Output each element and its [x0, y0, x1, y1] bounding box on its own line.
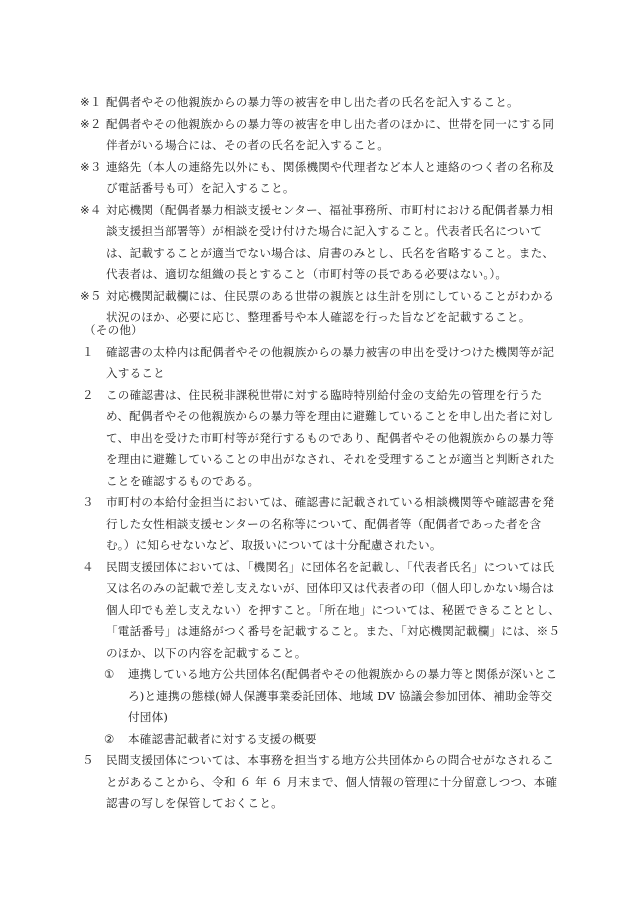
item-number: ５: [82, 753, 94, 767]
sub-item-mark: ①: [104, 667, 115, 681]
numbered-item: [82, 385, 562, 493]
numbered-item: [82, 492, 562, 557]
note-item: [82, 157, 562, 200]
sub-item: [82, 664, 562, 729]
note-text: 連絡先（本人の連絡先以外にも、関係機関や代理者など本人と連絡のつく者の名称及び電話番号も可）を記入すること。: [106, 159, 555, 195]
note-mark: ※１: [80, 95, 102, 109]
note-text: 配偶者やその他親族からの暴力等の被害を申し出た者のほかに、世帯を同一にする同伴者がいる場合には、その者の氏名を記入すること。: [106, 116, 555, 152]
note-mark: ※２: [80, 116, 102, 131]
item-number: ４: [82, 559, 94, 574]
note-text: 対応機関（配偶者暴力相談支援センター、福祉事務所、市町村における配偶者暴力相談支援担当部署等）が相談を受け付けた場合に記入すること。代表者氏名については、記載することが適当でない場合は、肩書のみとし、氏名を省略すること。また、代表者は、適切な組織の長とすること（市町村等の長である必要はない。）。: [106, 202, 555, 281]
note-item: [82, 92, 562, 114]
note-mark: ※３: [80, 159, 102, 174]
item-text: 確認書の太枠内は配偶者やその他親族からの暴力被害の申出を受けつけた機関等が記入すること: [106, 344, 555, 380]
item-text: この確認書は、住民税非課税世帯に対する臨時特別給付金の支給先の管理を行うため、配偶者やその他親族からの暴力等を理由に避難していることを申し出た者に対して、申出を受けた市町村等が発行するものであり、配偶者やその他親族からの暴力等を理由に避難していることの申出がなされ、それを受理することが適当と判断されたことを確認するものである。: [106, 387, 555, 488]
item-number: １: [82, 344, 94, 359]
sub-item: [82, 729, 562, 751]
note-item: [82, 114, 562, 157]
note-text: 対応機関記載欄には、住民票のある世帯の親族とは生計を別にしていることがわかる状況のほか、必要に応じ、整理番号や本人確認を行った旨などを記載すること。: [106, 288, 555, 324]
other-heading: （その他）: [84, 323, 143, 337]
note-mark: ※４: [80, 202, 102, 217]
notes-section: [82, 92, 562, 329]
note-mark: ※５: [80, 288, 102, 303]
item-text: 市町村の本給付金担当においては、確認書に記載されている相談機関等や確認書を発行した女性相談支援センターの名称等について、配偶者等（配偶者であった者を含む。）に知らせないなど、取扱いについては十分配慮されたい。: [106, 495, 555, 552]
sub-item-text: 連携している地方公共団体名(配偶者やその他親族からの暴力等と関係が深いところ)と連携の態様(婦人保護事業委託団体、地域 DV 協議会参加団体、補助金等交付団体): [128, 667, 558, 724]
note-text: 配偶者やその他親族からの暴力等の被害を申し出た者の氏名を記入すること。: [106, 95, 519, 109]
numbered-item: [82, 557, 562, 665]
numbered-item: [82, 750, 562, 815]
note-item: [82, 200, 562, 286]
sub-item-text: 本確認書記載者に対する支援の概要: [128, 731, 317, 746]
sub-item-mark: ②: [104, 731, 115, 746]
other-section: [82, 320, 562, 815]
item-number: ２: [82, 387, 94, 402]
item-text: 民間支援団体においては、「機関名」に団体名を記載し、「代表者氏名」については氏又は名のみの記載で差し支えないが、団体印又は代表者の印（個人印しかない場合は個人印でも差し支えない）を押すこと。「所在地」については、秘匿できることとし、「電話番号」は連絡がつく番号を記載すること。また、「対応機関記載欄」には、※５のほか、以下の内容を記載すること。: [106, 559, 561, 660]
item-text: 民間支援団体については、本事務を担当する地方公共団体からの問合せがなされることがあることから、令和 ６ 年 ６ 月末まで、個人情報の管理に十分留意しつつ、本確認書の写しを保管しておくこと。: [106, 753, 558, 810]
item-number: ３: [82, 495, 94, 509]
numbered-item: [82, 342, 562, 385]
